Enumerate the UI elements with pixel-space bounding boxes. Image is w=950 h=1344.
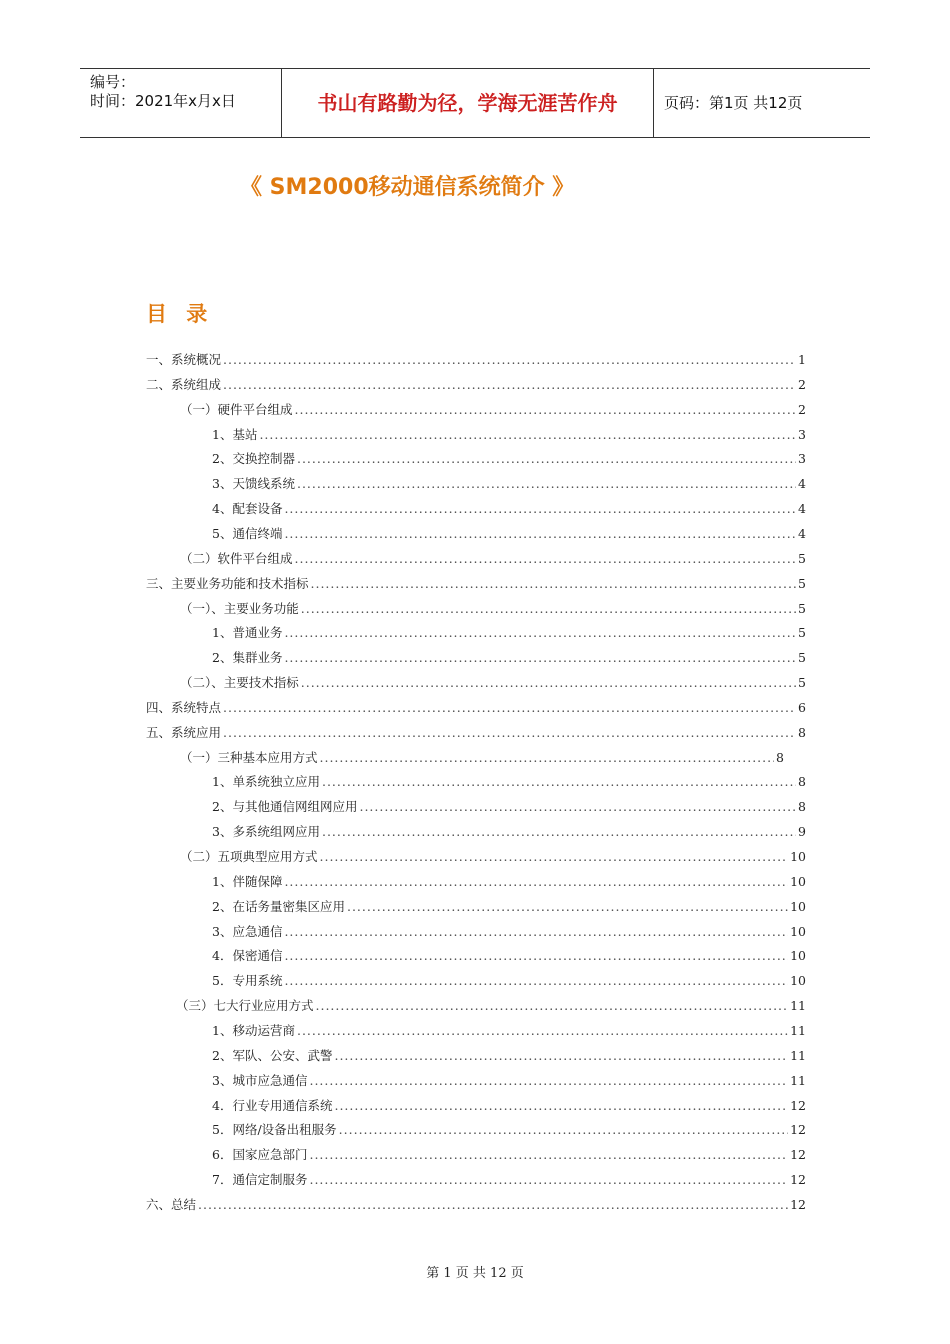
toc-entry-label: 5．专用系统 [212,973,283,989]
toc-entry-label: 二、系统组成 [146,376,222,392]
toc-entry-page: 3 [798,451,806,467]
toc-entry-label: 3、城市应急通信 [212,1072,308,1088]
toc-entry-label: 2、与其他通信网组网应用 [212,799,358,815]
toc-entry-page: 4 [798,501,806,517]
toc-entry-label: 1、普通业务 [212,625,283,641]
toc-entry-label: 4．保密通信 [212,948,283,964]
toc-entry-label: （一）、主要业务功能 [180,600,299,616]
toc-entry-label: 四、系统特点 [146,699,222,715]
toc-dot-leader [316,996,789,1016]
toc-entry-label: 2、集群业务 [212,650,283,666]
toc-entry-label: 2、军队、公安、武警 [212,1047,333,1063]
toc-entry[interactable] [146,723,806,743]
document-number-label: 编号： [90,73,136,91]
toc-entry-label: 3、应急通信 [212,923,283,939]
toc-entry-page: 12 [790,1147,806,1163]
toc-entry-label: 6．国家应急部门 [212,1147,308,1163]
toc-dot-leader [311,574,797,594]
toc-dot-leader [297,449,796,469]
toc-entry-label: 2、在话务量密集区应用 [212,898,345,914]
toc-dot-leader [198,1195,788,1215]
toc-entry[interactable] [180,400,806,420]
toc-dot-leader [301,673,796,693]
toc-entry-page: 8 [798,799,806,815]
toc-entry[interactable] [212,1120,806,1140]
document-time-label: 时间：2021年x月x日 [90,92,236,110]
toc-entry-label: 1、单系统独立应用 [212,774,320,790]
toc-entry-label: 五、系统应用 [146,724,222,740]
toc-dot-leader [322,772,796,792]
toc-entry[interactable] [212,772,806,792]
toc-dot-leader [347,897,788,917]
toc-entry-page: 10 [790,973,806,989]
toc-dot-leader [284,946,788,966]
toc-entry-label: 一、系统概况 [146,352,222,367]
toc-entry-page: 3 [798,426,806,442]
toc-entry[interactable] [212,425,806,445]
toc-entry-page: 9 [798,824,806,840]
toc-dot-leader [284,499,796,519]
toc-dot-leader [284,971,788,991]
toc-dot-leader [223,723,796,743]
toc-entry[interactable] [146,1195,806,1215]
toc-entry[interactable] [212,524,806,544]
toc-entry-label: 三、主要业务功能和技术指标 [146,575,309,591]
toc-entry-page: 12 [790,1122,806,1138]
toc-entry[interactable] [180,847,806,867]
toc-entry[interactable] [212,971,806,991]
toc-entry[interactable] [212,648,806,668]
toc-entry[interactable] [180,673,806,693]
toc-dot-leader [295,549,797,569]
toc-dot-leader [309,1071,788,1091]
toc-entry-page: 10 [790,898,806,914]
toc-entry-page: 10 [790,923,806,939]
toc-entry-page: 10 [790,849,806,864]
toc-heading: 目 录 [146,302,214,326]
toc-dot-leader [284,648,796,668]
toc-entry[interactable] [146,375,806,395]
header-meta [80,69,282,137]
toc-entry-page: 8 [798,774,806,790]
toc-dot-leader [297,474,796,494]
toc-entry[interactable] [212,797,806,817]
toc-dot-leader [320,847,789,867]
toc-dot-leader [223,350,796,370]
toc-entry-page: 5 [798,575,806,591]
toc-entry-page: 12 [790,1196,806,1212]
toc-entry-page: 12 [790,1097,806,1113]
toc-entry[interactable] [212,1021,806,1041]
toc-entry[interactable] [212,897,806,917]
toc-entry-label: 1、基站 [212,426,258,442]
header-motto: 书山有路勤为径，学海无涯苦作舟 [282,69,654,137]
toc-entry-label: （二）、主要技术指标 [180,675,299,691]
toc-entry-label: 5、通信终端 [212,525,283,541]
toc-entry[interactable] [212,1096,806,1116]
toc-entry-page: 10 [790,873,806,889]
toc-entry[interactable] [212,872,806,892]
toc-entry[interactable] [212,623,806,643]
toc-entry[interactable] [146,350,806,370]
page-footer: 第 1 页 共 12 页 [426,1266,524,1281]
toc-entry-label: 4、配套设备 [212,501,283,517]
header-table [80,68,870,138]
toc-dot-leader [284,524,796,544]
toc-dot-leader [309,1170,788,1190]
toc-entry-label: 7．通信定制服务 [212,1172,308,1188]
toc-entry-label: 4．行业专用通信系统 [212,1097,333,1113]
toc-entry[interactable] [180,549,806,569]
toc-entry-page: 6 [798,699,806,715]
toc-entry[interactable] [212,1145,806,1165]
toc-entry-label: 3、天馈线系统 [212,476,295,492]
toc-entry-page: 4 [798,525,806,541]
toc-entry-page: 2 [798,401,806,417]
toc-entry-label: 3、多系统组网应用 [212,824,320,840]
toc-dot-leader [322,822,796,842]
toc-entry-page: 5 [798,550,806,566]
toc-dot-leader [359,797,796,817]
toc-dot-leader [309,1145,788,1165]
toc-dot-leader [339,1120,788,1140]
toc-dot-leader [334,1046,788,1066]
header-page-info: 页码：第1页 共12页 [664,94,803,112]
toc-entry[interactable] [212,1071,806,1091]
toc-entry-page: 5 [798,675,806,691]
toc-entry[interactable] [180,748,784,768]
toc-entry-label: 1、移动运营商 [212,1022,295,1038]
toc-entry[interactable] [176,996,806,1016]
toc-entry-page: 11 [790,1072,806,1088]
toc-entry-page: 5 [798,600,806,616]
toc-entry-page: 1 [798,352,806,367]
toc-entry-page: 8 [776,749,784,765]
toc-entry-label: 2、交换控制器 [212,451,295,467]
toc-entry-page: 5 [798,625,806,641]
toc-entry-label: （二）五项典型应用方式 [180,849,318,864]
toc-dot-leader [284,922,788,942]
toc-entry[interactable] [212,922,806,942]
toc-entry-page: 4 [798,476,806,492]
toc-entry[interactable] [212,499,806,519]
toc-entry[interactable] [212,449,806,469]
toc-entry-label: 1、伴随保障 [212,873,283,889]
toc-dot-leader [297,1021,788,1041]
toc-entry-label: 5．网络/设备出租服务 [212,1122,337,1138]
toc-entry-page: 12 [790,1172,806,1188]
toc-entry[interactable] [212,946,806,966]
toc-entry-page: 10 [790,948,806,964]
toc-dot-leader [223,375,796,395]
toc-dot-leader [284,623,796,643]
toc-dot-leader [259,425,796,445]
document-title: 《 SM2000移动通信系统简介 》 [240,175,575,200]
toc-entry-page: 5 [798,650,806,666]
toc-dot-leader [320,748,775,768]
toc-entry-label: （一）三种基本应用方式 [180,749,318,765]
toc-dot-leader [334,1096,788,1116]
toc-entry-label: （一）硬件平台组成 [180,401,293,417]
toc-entry-label: （二）软件平台组成 [180,550,293,566]
toc-entry[interactable] [212,1046,806,1066]
toc-dot-leader [223,698,796,718]
toc-entry-page: 2 [798,376,806,392]
toc-entry-label: （三）七大行业应用方式 [176,998,314,1014]
toc-entry-page: 11 [790,1022,806,1038]
toc-entry[interactable] [212,822,806,842]
toc-entry-page: 8 [798,724,806,740]
toc-entry[interactable] [212,1170,806,1190]
toc-entry[interactable] [212,474,806,494]
toc-entry-label: 六、总结 [146,1196,197,1212]
toc-entry-page: 11 [790,1047,806,1063]
toc-entry[interactable] [146,698,806,718]
toc-dot-leader [295,400,797,420]
toc-entry[interactable] [146,574,806,594]
toc-dot-leader [301,599,796,619]
toc-entry-page: 11 [790,998,806,1014]
toc-dot-leader [284,872,788,892]
toc-entry[interactable] [180,599,806,619]
